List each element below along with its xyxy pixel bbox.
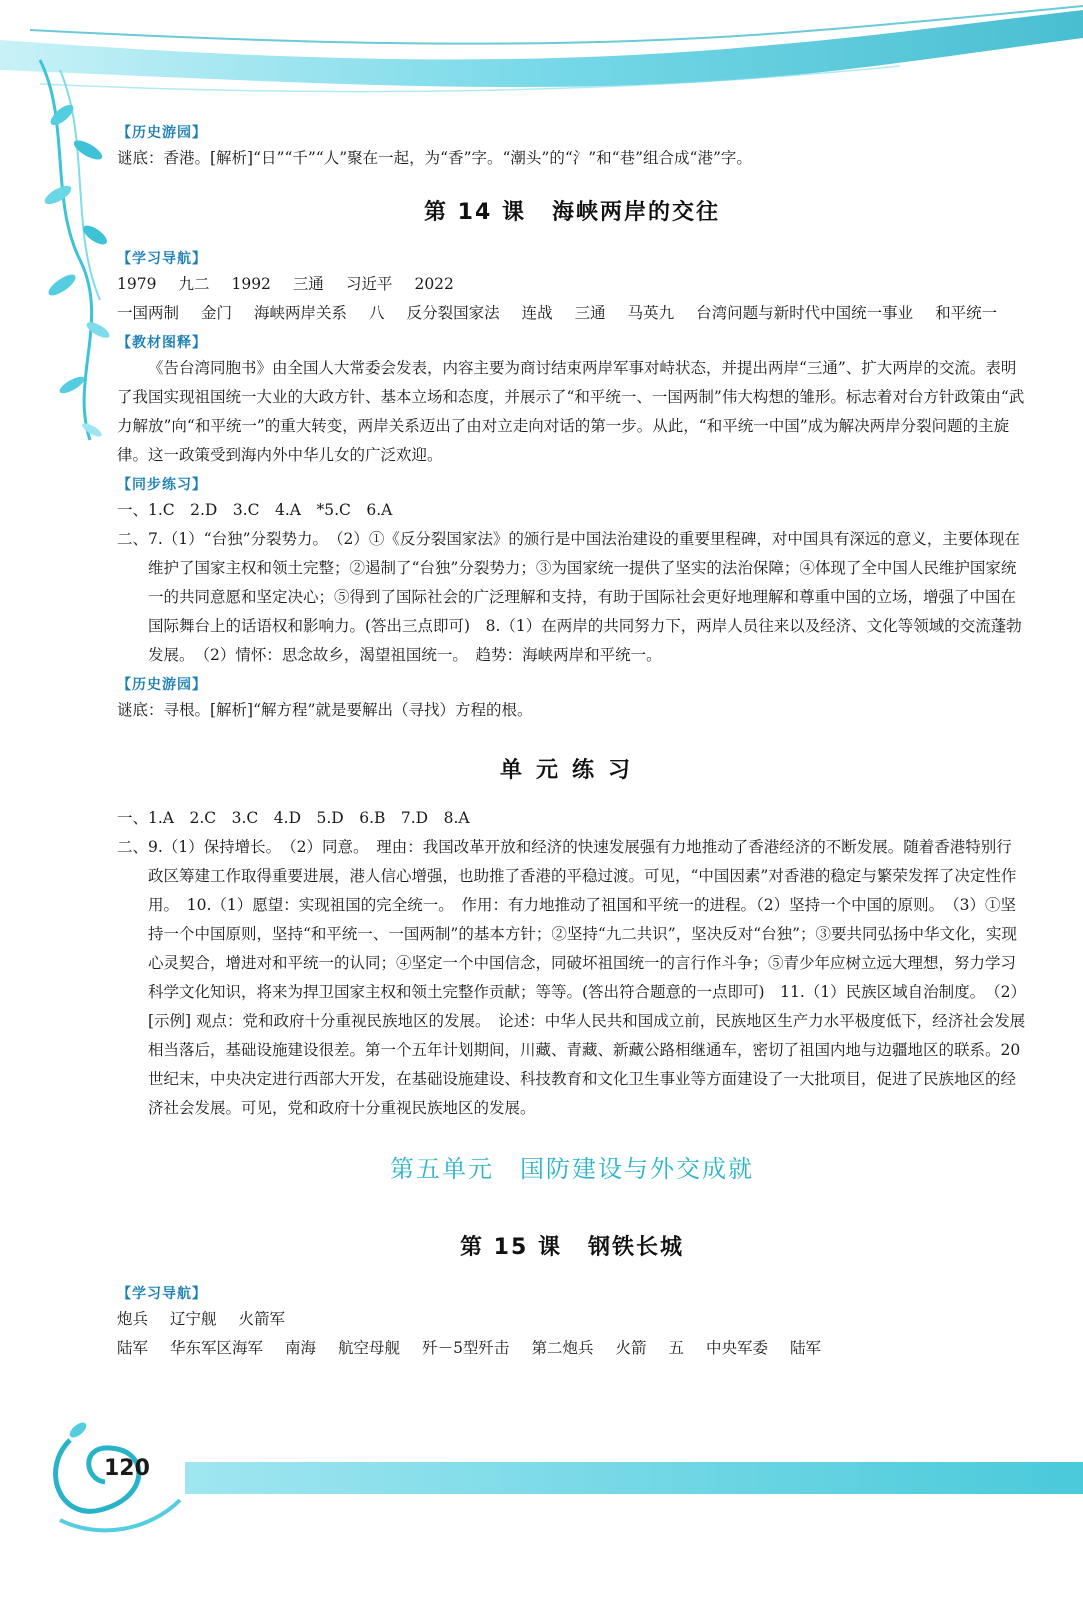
section-tag-study-guide-2: 【学习导航】 xyxy=(117,1286,207,1302)
riddle-answer-2: 谜底：寻根。[解析]“解方程”就是要解出（寻找）方程的根。 xyxy=(117,701,533,719)
bottom-band xyxy=(185,1462,1083,1494)
lesson-15-title: 第 15 课 钢铁长城 xyxy=(460,1235,684,1260)
section-tag-history-game: 【历史游园】 xyxy=(117,125,207,141)
practice-answers-choice: 一、1.C 2.D 3.C 4.A *5.C 6.A xyxy=(117,501,393,519)
unit-5-title: 第五单元 国防建设与外交成就 xyxy=(390,1155,754,1183)
riddle-answer-1: 谜底：香港。[解析]“日”“千”“人”聚在一起，为“香”字。“潮头”的“氵”和“巷”组合成“港”字。 xyxy=(117,149,752,167)
section-tag-textbook-figure: 【教材图释】 xyxy=(117,335,207,351)
lesson-14-title: 第 14 课 海峡两岸的交往 xyxy=(424,200,720,225)
section-tag-history-game-2: 【历史游园】 xyxy=(117,677,207,693)
study-guide-line-2: 一国两制 金门 海峡两岸关系 八 反分裂国家法 连战 三通 马英九 台湾问题与新时代中国统一事业 和平统一 xyxy=(117,304,998,322)
unit-practice-short: 二、9.（1）保持增长。 （2）同意。 理由：我国改革开放和经济的快速发展强有力地推动了香港经济的不断发展。随着香港特别行政区筹建工作取得重要进展，港人信心增强，也助推了香港的平稳过渡。可见，“中国因素”对香港的稳定与繁荣发挥了决定性作用。 10.（1）愿望：实现祖国的完全统一。 作用：有力地推动了祖国和平统一的进程。（2）坚持一个中国的原则。 （3）①坚持一个中国原则，坚持“和平统一、一国两制”的基本方针；②坚持“九二共识”，坚决反对“台独”；③要共同弘扬中华文化，实现心灵契合，增进对和平统一的认同；④坚定一个中国信念，同破坏祖国统一的言行作斗争；⑤青少年应树立远大理想，努力学习科学文化知识，将来为捍卫国家主权和领土完整作贡献；等等。(答出符合题意的一点即可) 11.（1）民族区域自治制度。 （2）[示例] 观点：党和政府十分重视民族地区的发展。 论述：中华人民共和国成立前，民族地区生产力水平极度低下，经济社会发展相当落后，基础设施建设很差。第一个五年计划期间，川藏、青藏、新藏公路相继通车，密切了祖国内地与边疆地区的联系。20 世纪末，中央决定进行西部大开发，在基础设施建设、科技教育和文化卫生事业等方面建设了一大批项目，促进了民族地区的经济社会发展。可见，党和政府十分重视民族地区的发展。 xyxy=(117,838,1026,1117)
study-guide-line-1: 1979 九二 1992 三通 习近平 2022 xyxy=(117,275,454,293)
section-tag-study-guide: 【学习导航】 xyxy=(117,251,207,267)
section-tag-practice: 【同步练习】 xyxy=(117,477,207,493)
vine xyxy=(40,60,92,440)
page-number: 120 xyxy=(104,1456,150,1481)
lesson15-guide-line-1: 炮兵 辽宁舰 火箭军 xyxy=(117,1310,286,1328)
top-swoosh xyxy=(0,10,1083,87)
practice-answers-short: 二、7.（1）“台独”分裂势力。 （2）①《反分裂国家法》的颁行是中国法治建设的重要里程碑，对中国具有深远的意义，主要体现在维护了国家主权和领土完整；②遏制了“台独”分裂势力；③为国家统一提供了坚实的法治保障；④体现了全中国人民维护国家统一的共同意愿和坚定决心；⑤得到了国际社会的广泛理解和支持，有助于国际社会更好地理解和尊重中国的立场，增强了中国在国际舞台上的话语权和影响力。(答出三点即可) 8.（1）在两岸的共同努力下，两岸人员往来以及经济、文化等领域的交流蓬勃发展。 （2）情怀：思念故乡，渴望祖国统一。 趋势：海峡两岸和平统一。 xyxy=(117,530,1022,664)
page-content xyxy=(117,118,1027,1363)
unit-practice-title: 单元练习 xyxy=(499,758,644,783)
unit-practice-choice: 一、1.A 2.C 3.C 4.D 5.D 6.B 7.D 8.A xyxy=(117,809,470,827)
lesson15-guide-line-2: 陆军 华东军区海军 南海 航空母舰 歼－5型歼击 第二炮兵 火箭 五 中央军委 陆军 xyxy=(117,1339,822,1357)
textbook-figure-explanation: 《告台湾同胞书》由全国人大常委会发表，内容主要为商讨结束两岸军事对峙状态，并提出两岸“三通”、扩大两岸的交流。表明了我国实现祖国统一大业的大政方针、基本立场和态度，并展示了“和平统一、一国两制”伟大构想的雏形。标志着对台方针政策由“武力解放”向“和平统一”的重大转变，两岸关系迈出了由对立走向对话的第一步。从此，“和平统一中国”成为解决两岸分裂问题的主旋律。这一政策受到海内外中华儿女的广泛欢迎。 xyxy=(117,359,1025,464)
